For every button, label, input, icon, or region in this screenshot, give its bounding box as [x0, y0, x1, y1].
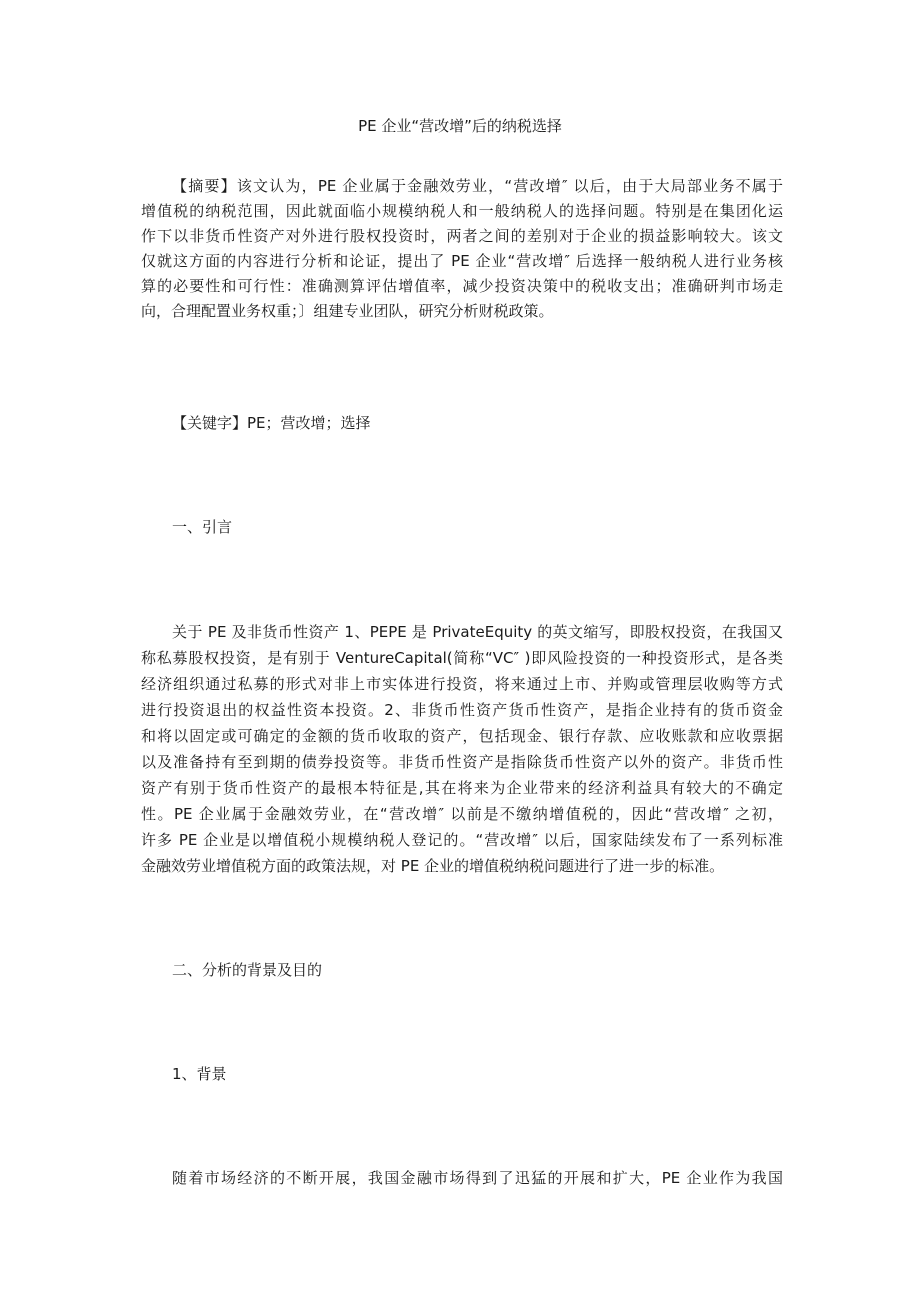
keywords: 【关键字】PE；营改增；选择	[172, 414, 371, 432]
paragraph-line: 资产有别于货币性资产的最根本特征是,其在将来为企业带来的经济利益具有较大的不确定	[141, 779, 783, 797]
section-heading-background-purpose: 二、分析的背景及目的	[172, 961, 323, 979]
introduction-paragraph	[141, 619, 783, 879]
paragraph-line: 以及准备持有至到期的债券投资等。非货币性资产是指除货币性资产以外的资产。非货币性	[141, 753, 783, 771]
paragraph-line: 金融效劳业增值税方面的政策法规，对 PE 企业的增值税纳税问题进行了进一步的标准。	[141, 857, 725, 875]
document-title: PE 企业“营改增”后的纳税选择	[358, 117, 562, 135]
background-paragraph	[141, 1165, 783, 1191]
paragraph-line: 性。PE 企业属于金融效劳业，在“营改增″ 以前是不缴纳增值税的，因此“营改增″ 之初，	[141, 805, 783, 823]
paragraph-line: 称私募股权投资，是有别于 VentureCapital(简称“VC″ )即风险投资的一种投资形式，是各类	[141, 649, 783, 667]
paragraph-line: 随着市场经济的不断开展，我国金融市场得到了迅猛的开展和扩大，PE 企业作为我国	[172, 1169, 783, 1187]
paragraph-line: 许多 PE 企业是以增值税小规模纳税人登记的。“营改增″ 以后，国家陆续发布了一系列标准	[141, 831, 783, 849]
paragraph-line: 增值税的纳税范围，因此就面临小规模纳税人和一般纳税人的选择问题。特别是在集团化运	[141, 202, 783, 220]
paragraph-line: 算的必要性和可行性：准确测算评估增值率，减少投资决策中的税收支出；准确研判市场走	[141, 277, 783, 295]
paragraph-line: 仅就这方面的内容进行分析和论证，提出了 PE 企业“营改增″ 后选择一般纳税人进行业务核	[141, 252, 783, 270]
subsection-heading-background: 1、背景	[172, 1065, 227, 1083]
paragraph-line: 进行投资退出的权益性资本投资。2、非货币性资产货币性资产，是指企业持有的货币资金	[141, 701, 783, 719]
abstract-paragraph	[141, 174, 783, 324]
paragraph-line: 经济组织通过私募的形式对非上市实体进行投资，将来通过上市、并购或管理层收购等方式	[141, 675, 783, 693]
paragraph-line: 【摘要】该文认为，PE 企业属于金融效劳业，“营改增″ 以后，由于大局部业务不属于	[172, 177, 783, 195]
paragraph-line: 关于 PE 及非货币性资产 1、PEPE 是 PrivateEquity 的英文缩写，即股权投资，在我国又	[172, 623, 783, 641]
paragraph-line: 和将以固定或可确定的金额的货币收取的资产，包括现金、银行存款、应收账款和应收票据	[141, 727, 783, 745]
paragraph-line: 向，合理配置业务权重；〕组建专业团队，研究分析财税政策。	[141, 302, 554, 320]
paragraph-line: 作下以非货币性资产对外进行股权投资时，两者之间的差别对于企业的损益影响较大。该文	[141, 227, 783, 245]
section-heading-introduction: 一、引言	[172, 518, 233, 536]
